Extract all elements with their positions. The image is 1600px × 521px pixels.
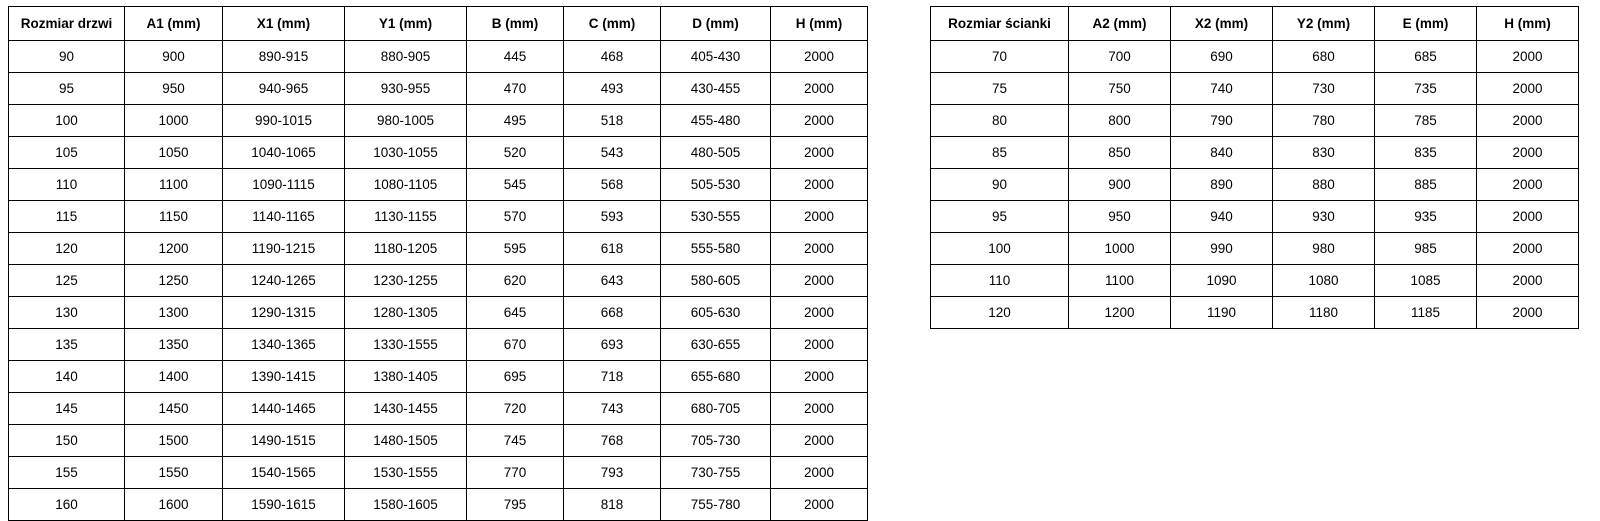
table-cell: 530-555 <box>661 201 771 233</box>
table-cell: 795 <box>467 489 564 521</box>
table-row <box>931 201 1579 233</box>
walls-column-header: X2 (mm) <box>1171 7 1273 41</box>
table-cell: 718 <box>564 361 661 393</box>
table-cell: 930 <box>1273 201 1375 233</box>
table-cell: 85 <box>931 137 1069 169</box>
table-cell: 1200 <box>1069 297 1171 329</box>
table-cell: 2000 <box>1477 297 1579 329</box>
table-cell: 2000 <box>771 425 868 457</box>
table-cell: 1540-1565 <box>223 457 345 489</box>
table-cell: 2000 <box>771 233 868 265</box>
table-cell: 2000 <box>771 265 868 297</box>
table-cell: 1100 <box>1069 265 1171 297</box>
table-cell: 618 <box>564 233 661 265</box>
table-cell: 700 <box>1069 41 1171 73</box>
table-cell: 900 <box>125 41 223 73</box>
table-cell: 950 <box>125 73 223 105</box>
walls-dimensions-table <box>930 6 1579 329</box>
table-cell: 750 <box>1069 73 1171 105</box>
table-row <box>9 233 868 265</box>
table-cell: 125 <box>9 265 125 297</box>
table-cell: 2000 <box>771 361 868 393</box>
table-row <box>931 265 1579 297</box>
table-cell: 1450 <box>125 393 223 425</box>
table-row <box>9 41 868 73</box>
table-cell: 743 <box>564 393 661 425</box>
table-cell: 90 <box>9 41 125 73</box>
table-cell: 885 <box>1375 169 1477 201</box>
table-cell: 130 <box>9 297 125 329</box>
table-cell: 2000 <box>771 457 868 489</box>
table-row <box>931 137 1579 169</box>
table-cell: 1180-1205 <box>345 233 467 265</box>
table-cell: 1000 <box>125 105 223 137</box>
table-cell: 1330-1555 <box>345 329 467 361</box>
table-cell: 1050 <box>125 137 223 169</box>
table-cell: 1280-1305 <box>345 297 467 329</box>
table-cell: 1140-1165 <box>223 201 345 233</box>
table-cell: 668 <box>564 297 661 329</box>
doors-column-header: C (mm) <box>564 7 661 41</box>
table-cell: 110 <box>9 169 125 201</box>
table-cell: 1040-1065 <box>223 137 345 169</box>
table-cell: 1250 <box>125 265 223 297</box>
table-cell: 2000 <box>771 201 868 233</box>
table-cell: 693 <box>564 329 661 361</box>
table-cell: 470 <box>467 73 564 105</box>
table-row <box>9 169 868 201</box>
table-cell: 543 <box>564 137 661 169</box>
table-cell: 1380-1405 <box>345 361 467 393</box>
table-cell: 835 <box>1375 137 1477 169</box>
table-cell: 980 <box>1273 233 1375 265</box>
table-cell: 980-1005 <box>345 105 467 137</box>
table-row <box>9 105 868 137</box>
table-cell: 785 <box>1375 105 1477 137</box>
table-cell: 800 <box>1069 105 1171 137</box>
table-cell: 95 <box>9 73 125 105</box>
table-cell: 1430-1455 <box>345 393 467 425</box>
table-cell: 940 <box>1171 201 1273 233</box>
table-cell: 495 <box>467 105 564 137</box>
table-cell: 1000 <box>1069 233 1171 265</box>
table-cell: 570 <box>467 201 564 233</box>
table-cell: 890-915 <box>223 41 345 73</box>
table-cell: 2000 <box>1477 233 1579 265</box>
table-cell: 2000 <box>771 489 868 521</box>
table-cell: 890 <box>1171 169 1273 201</box>
doors-column-header: Rozmiar drzwi <box>9 7 125 41</box>
table-cell: 1400 <box>125 361 223 393</box>
table-cell: 1080 <box>1273 265 1375 297</box>
table-row <box>9 297 868 329</box>
table-cell: 790 <box>1171 105 1273 137</box>
table-cell: 115 <box>9 201 125 233</box>
table-row <box>931 105 1579 137</box>
table-row <box>931 233 1579 265</box>
table-cell: 140 <box>9 361 125 393</box>
table-row <box>9 73 868 105</box>
table-cell: 1390-1415 <box>223 361 345 393</box>
doors-column-header: Y1 (mm) <box>345 7 467 41</box>
doors-column-header: A1 (mm) <box>125 7 223 41</box>
table-cell: 1090 <box>1171 265 1273 297</box>
table-cell: 518 <box>564 105 661 137</box>
table-row <box>931 41 1579 73</box>
table-cell: 900 <box>1069 169 1171 201</box>
table-cell: 630-655 <box>661 329 771 361</box>
table-cell: 880-905 <box>345 41 467 73</box>
table-cell: 1190 <box>1171 297 1273 329</box>
table-cell: 2000 <box>771 73 868 105</box>
table-cell: 940-965 <box>223 73 345 105</box>
table-cell: 568 <box>564 169 661 201</box>
table-cell: 1230-1255 <box>345 265 467 297</box>
table-cell: 768 <box>564 425 661 457</box>
table-cell: 1200 <box>125 233 223 265</box>
table-cell: 145 <box>9 393 125 425</box>
table-cell: 1300 <box>125 297 223 329</box>
table-header-row <box>931 7 1579 41</box>
table-cell: 2000 <box>771 169 868 201</box>
walls-column-header: A2 (mm) <box>1069 7 1171 41</box>
table-cell: 780 <box>1273 105 1375 137</box>
table-cell: 135 <box>9 329 125 361</box>
table-cell: 990 <box>1171 233 1273 265</box>
table-row <box>9 489 868 521</box>
table-cell: 850 <box>1069 137 1171 169</box>
table-cell: 755-780 <box>661 489 771 521</box>
table-cell: 2000 <box>1477 201 1579 233</box>
table-cell: 930-955 <box>345 73 467 105</box>
table-row <box>931 73 1579 105</box>
table-cell: 1590-1615 <box>223 489 345 521</box>
table-cell: 818 <box>564 489 661 521</box>
table-cell: 2000 <box>771 137 868 169</box>
table-cell: 2000 <box>1477 137 1579 169</box>
table-cell: 685 <box>1375 41 1477 73</box>
table-cell: 520 <box>467 137 564 169</box>
table-cell: 2000 <box>1477 265 1579 297</box>
table-cell: 2000 <box>771 297 868 329</box>
table-cell: 1185 <box>1375 297 1477 329</box>
table-cell: 1550 <box>125 457 223 489</box>
table-cell: 100 <box>9 105 125 137</box>
table-cell: 155 <box>9 457 125 489</box>
table-cell: 2000 <box>771 393 868 425</box>
table-cell: 2000 <box>771 329 868 361</box>
table-cell: 1180 <box>1273 297 1375 329</box>
table-cell: 445 <box>467 41 564 73</box>
table-row <box>9 361 868 393</box>
table-cell: 580-605 <box>661 265 771 297</box>
doors-column-header: H (mm) <box>771 7 868 41</box>
table-cell: 990-1015 <box>223 105 345 137</box>
table-cell: 1090-1115 <box>223 169 345 201</box>
walls-column-header: Y2 (mm) <box>1273 7 1375 41</box>
walls-dimensions-table-container <box>930 6 1579 329</box>
table-cell: 1580-1605 <box>345 489 467 521</box>
table-cell: 105 <box>9 137 125 169</box>
table-cell: 493 <box>564 73 661 105</box>
table-cell: 595 <box>467 233 564 265</box>
table-row <box>931 169 1579 201</box>
table-cell: 120 <box>9 233 125 265</box>
table-cell: 468 <box>564 41 661 73</box>
table-cell: 740 <box>1171 73 1273 105</box>
table-cell: 950 <box>1069 201 1171 233</box>
doors-column-header: B (mm) <box>467 7 564 41</box>
walls-column-header: E (mm) <box>1375 7 1477 41</box>
table-cell: 110 <box>931 265 1069 297</box>
table-cell: 545 <box>467 169 564 201</box>
table-cell: 2000 <box>1477 73 1579 105</box>
table-cell: 80 <box>931 105 1069 137</box>
table-row <box>9 137 868 169</box>
table-cell: 90 <box>931 169 1069 201</box>
table-row <box>931 297 1579 329</box>
table-cell: 70 <box>931 41 1069 73</box>
table-cell: 100 <box>931 233 1069 265</box>
table-cell: 150 <box>9 425 125 457</box>
table-cell: 680-705 <box>661 393 771 425</box>
table-cell: 830 <box>1273 137 1375 169</box>
table-cell: 1290-1315 <box>223 297 345 329</box>
table-cell: 1600 <box>125 489 223 521</box>
table-cell: 593 <box>564 201 661 233</box>
table-cell: 1240-1265 <box>223 265 345 297</box>
table-cell: 75 <box>931 73 1069 105</box>
table-cell: 2000 <box>1477 41 1579 73</box>
table-cell: 455-480 <box>661 105 771 137</box>
table-row <box>9 329 868 361</box>
table-cell: 120 <box>931 297 1069 329</box>
table-cell: 2000 <box>771 41 868 73</box>
table-cell: 1480-1505 <box>345 425 467 457</box>
table-cell: 1440-1465 <box>223 393 345 425</box>
table-cell: 620 <box>467 265 564 297</box>
table-cell: 1150 <box>125 201 223 233</box>
table-row <box>9 457 868 489</box>
table-cell: 1130-1155 <box>345 201 467 233</box>
table-cell: 1340-1365 <box>223 329 345 361</box>
table-cell: 1350 <box>125 329 223 361</box>
table-header-row <box>9 7 868 41</box>
table-cell: 840 <box>1171 137 1273 169</box>
table-cell: 1190-1215 <box>223 233 345 265</box>
walls-column-header: Rozmiar ścianki <box>931 7 1069 41</box>
table-cell: 670 <box>467 329 564 361</box>
table-cell: 745 <box>467 425 564 457</box>
table-cell: 880 <box>1273 169 1375 201</box>
table-cell: 2000 <box>1477 169 1579 201</box>
table-cell: 645 <box>467 297 564 329</box>
table-cell: 1085 <box>1375 265 1477 297</box>
table-cell: 735 <box>1375 73 1477 105</box>
table-cell: 643 <box>564 265 661 297</box>
table-cell: 705-730 <box>661 425 771 457</box>
table-cell: 793 <box>564 457 661 489</box>
table-cell: 1030-1055 <box>345 137 467 169</box>
table-cell: 730-755 <box>661 457 771 489</box>
table-cell: 1100 <box>125 169 223 201</box>
doors-dimensions-table <box>8 6 868 521</box>
table-cell: 605-630 <box>661 297 771 329</box>
table-cell: 695 <box>467 361 564 393</box>
table-cell: 1500 <box>125 425 223 457</box>
table-cell: 985 <box>1375 233 1477 265</box>
table-row <box>9 425 868 457</box>
table-cell: 720 <box>467 393 564 425</box>
table-cell: 935 <box>1375 201 1477 233</box>
table-cell: 730 <box>1273 73 1375 105</box>
table-cell: 655-680 <box>661 361 771 393</box>
table-cell: 690 <box>1171 41 1273 73</box>
doors-column-header: X1 (mm) <box>223 7 345 41</box>
table-cell: 480-505 <box>661 137 771 169</box>
table-cell: 1490-1515 <box>223 425 345 457</box>
table-cell: 505-530 <box>661 169 771 201</box>
table-cell: 430-455 <box>661 73 771 105</box>
table-row <box>9 265 868 297</box>
table-cell: 405-430 <box>661 41 771 73</box>
table-cell: 770 <box>467 457 564 489</box>
table-row <box>9 201 868 233</box>
table-row <box>9 393 868 425</box>
table-cell: 2000 <box>771 105 868 137</box>
table-cell: 2000 <box>1477 105 1579 137</box>
doors-dimensions-table-container <box>8 6 868 521</box>
table-cell: 555-580 <box>661 233 771 265</box>
doors-column-header: D (mm) <box>661 7 771 41</box>
table-cell: 680 <box>1273 41 1375 73</box>
table-cell: 160 <box>9 489 125 521</box>
walls-column-header: H (mm) <box>1477 7 1579 41</box>
table-cell: 1530-1555 <box>345 457 467 489</box>
table-cell: 1080-1105 <box>345 169 467 201</box>
table-cell: 95 <box>931 201 1069 233</box>
